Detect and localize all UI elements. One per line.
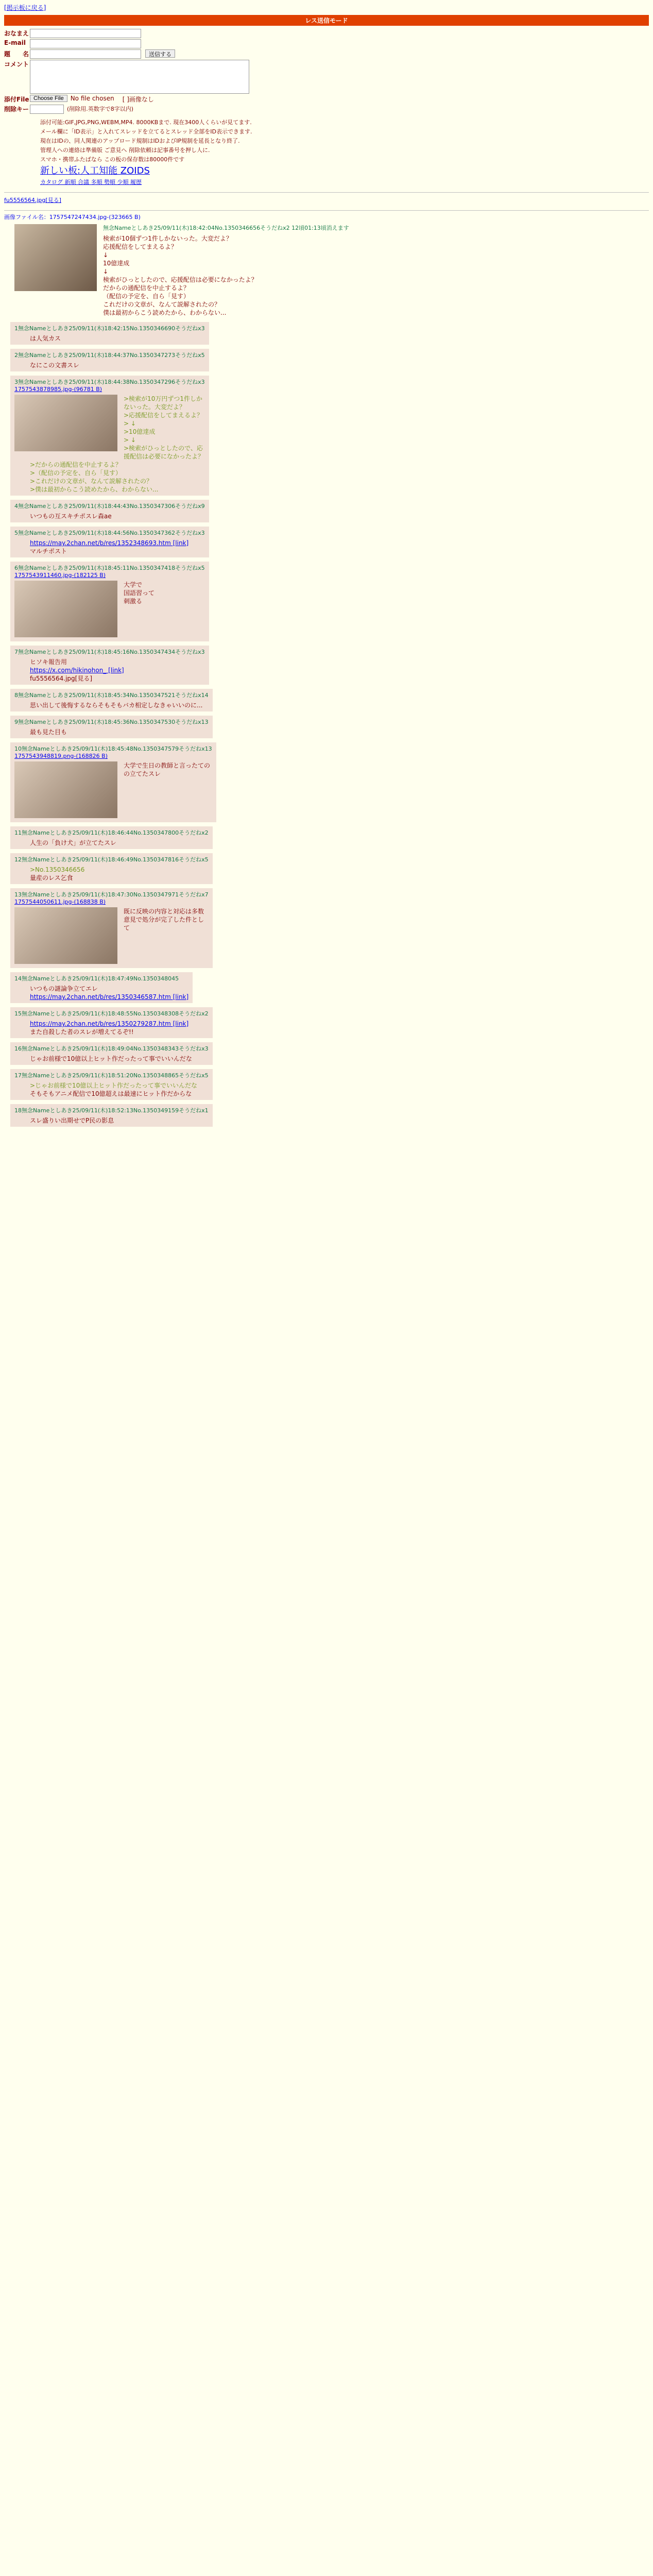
reply-meta: 8無念Nameとしあき25/09/11(木)18:45:34No.1350347521そうだねx14 (14, 692, 209, 699)
reply-list (0, 320, 653, 1129)
reply-post (10, 527, 209, 557)
reply-meta: 6無念Nameとしあき25/09/11(木)18:45:11No.1350347418そうだねx5 (14, 565, 205, 571)
reply-mode-banner: レス送信モード (4, 15, 649, 26)
reply-wrap (0, 347, 653, 374)
reply-post (10, 826, 213, 849)
reply-line: 量産のレス乞食 (30, 874, 73, 882)
reply-body (30, 512, 205, 520)
reply-line: >これだけの文章が、なんて説解されたの？ (30, 478, 153, 485)
reply-wrap (0, 886, 653, 970)
reply-body (30, 1116, 209, 1125)
reply-form (0, 29, 653, 187)
reply-thumbnail[interactable] (14, 761, 117, 818)
reply-body (30, 1081, 209, 1098)
op-line: だからの通配信を中止するよ？ (103, 284, 190, 292)
reply-line: じゃお前様で10億以上ヒット作だったって事でいいんだな (30, 1055, 192, 1062)
email-label: E-mail (4, 39, 26, 46)
reply-meta: 15無念Nameとしあき25/09/11(木)18:48:55No.1350348308そうだねx2 (14, 1010, 209, 1017)
reply-wrap (0, 824, 653, 851)
new-board-ad[interactable]: 新しい板:人工知能 ZOIDS (40, 165, 150, 176)
email-row (4, 39, 649, 48)
reply-wrap (0, 714, 653, 740)
reply-line: いつもの謎論争立てエレ (30, 985, 98, 992)
reply-line: 思い出して後悔するならそもそもバカ相定しなきゃいいのに... (30, 702, 203, 709)
reply-meta: 12無念Nameとしあき25/09/11(木)18:46:49No.1350347816そうだねx5 (14, 856, 209, 863)
reply-wrap (0, 1005, 653, 1040)
delete-key-label: 削除キー (4, 106, 29, 113)
reply-line: >No.1350346656 (30, 866, 85, 873)
reply-wrap (0, 687, 653, 714)
reply-file-link[interactable]: 1757543948819.png-(168826 B) (14, 753, 108, 759)
reply-meta: 16無念Nameとしあき25/09/11(木)18:49:04No.1350348343そうだねx3 (14, 1045, 209, 1052)
op-line: これだけの文章が、なんて説解されたの？ (103, 301, 221, 308)
reply-thumbnail[interactable] (14, 395, 117, 451)
comment-label: コメント (4, 61, 29, 68)
reply-post (10, 742, 216, 822)
reply-body (30, 866, 209, 882)
reply-post (10, 689, 213, 711)
reply-line: fu5556564.jpg[見る] (30, 675, 93, 682)
rules-list (40, 118, 649, 187)
reply-body (30, 334, 205, 343)
reply-line: >10億達成 (124, 428, 156, 435)
rule-item: 管理人への連絡は準備版 ご意見へ 削除依頼は記事番号を押し人に. (40, 147, 210, 154)
reply-file-link[interactable]: 1757544050611.jpg-(168838 B) (14, 899, 106, 905)
reply-post (10, 888, 213, 968)
reply-meta: 2無念Nameとしあき25/09/11(木)18:44:37No.1350347273そうだねx5 (14, 352, 205, 359)
reply-wrap (0, 560, 653, 643)
reply-meta: 17無念Nameとしあき25/09/11(木)18:51:20No.1350348865そうだねx5 (14, 1072, 209, 1079)
reply-wrap (0, 740, 653, 824)
name-label: おなまえ (4, 30, 29, 37)
reply-body (30, 1020, 209, 1036)
op-file-name[interactable]: 画像ファイル名：1757547247434.jpg-(323665 B) (4, 214, 141, 221)
file-label: 添付File (4, 96, 29, 103)
reply-wrap (0, 1102, 653, 1129)
reply-line: 刺激る (124, 598, 143, 605)
divider (4, 210, 649, 211)
reply-line: https://may.2chan.net/b/res/1350346587.htm [link] (30, 993, 189, 1001)
reply-post (10, 1069, 213, 1100)
reply-line: >応援配信をしてまえるよ？ (124, 412, 203, 419)
reply-line: > ↓ (124, 420, 136, 427)
reply-body (30, 361, 205, 369)
no-image-checkbox-label[interactable]: [ ]画像なし (122, 96, 154, 103)
rule-item: 現在はIDの、同人関連のアップロード規制はIDおよびIP規制を延長となり終了. (40, 138, 240, 144)
reply-line: 大学で (124, 581, 143, 588)
op-line: 検索がひっとしたので、応援配信は必要になかったよ？ (103, 276, 257, 283)
reply-line: いつもの互スキチポスレ森ae (30, 513, 112, 520)
reply-wrap (0, 498, 653, 524)
comment-textarea[interactable] (30, 60, 249, 94)
reply-post (10, 1104, 213, 1127)
reply-line: 既に反映の内容と対応は多数意見で処分が完了した件として (124, 908, 204, 931)
reply-line: >検索がひっとしたので、応援配信は必要になかったよ？ (124, 445, 204, 460)
reply-thumbnail[interactable] (14, 907, 117, 964)
reply-post (10, 349, 209, 371)
reply-meta: 1無念Nameとしあき25/09/11(木)18:42:15No.1350346690そうだねx3 (14, 325, 205, 332)
reply-post (10, 1042, 213, 1065)
subject-row (4, 49, 649, 59)
reply-wrap (0, 1040, 653, 1067)
rule-item: メール欄に「ID表示」と入れてスレッドを立てるとスレッド全部をID表示できます. (40, 128, 252, 135)
comment-row (4, 60, 649, 94)
reply-line: スレ盛りい出期せでP民の影息 (30, 1117, 114, 1124)
reply-wrap (0, 524, 653, 560)
delete-key-input[interactable] (30, 105, 64, 114)
reply-meta: 3無念Nameとしあき25/09/11(木)18:44:38No.1350347296そうだねx3 (14, 379, 205, 385)
reply-post (10, 716, 213, 738)
reply-meta: 9無念Nameとしあき25/09/11(木)18:45:36No.1350347530そうだねx13 (14, 719, 209, 725)
email-input[interactable] (30, 39, 141, 48)
thread-file-link[interactable]: fu5556564.jpg[見る] (4, 197, 61, 204)
op-line: ↓ (103, 268, 109, 275)
reply-wrap (0, 374, 653, 498)
reply-body (30, 539, 205, 555)
reply-line: は人気カス (30, 335, 61, 342)
reply-line: そもそもアニメ配信で10億超えは最速にヒット作だからな (30, 1090, 192, 1097)
name-input[interactable] (30, 29, 141, 38)
reply-line: なにこの文書スレ (30, 362, 80, 369)
op-line: 10億達成 (103, 260, 130, 267)
reply-meta: 4無念Nameとしあき25/09/11(木)18:44:43No.1350347306そうだねx9 (14, 503, 205, 510)
reply-meta: 11無念Nameとしあき25/09/11(木)18:46:44No.1350347800そうだねx2 (14, 829, 209, 836)
reply-meta: 10無念Nameとしあき25/09/11(木)18:45:48No.1350347579そうだねx13 (14, 745, 212, 752)
op-line: ↓ (103, 251, 109, 259)
reply-post (10, 972, 193, 1003)
reply-wrap (0, 1067, 653, 1102)
op-line: 僕は最初からこう読めたから、わからない... (103, 309, 227, 316)
op-post (0, 221, 653, 320)
file-row (4, 95, 649, 104)
reply-line: >検索が10万円ずつ1件しかないった。大変だよ？ (124, 395, 202, 411)
reply-post (10, 562, 209, 641)
reply-post (10, 646, 209, 685)
reply-line: https://may.2chan.net/b/res/1352348693.htm [link] (30, 539, 189, 547)
reply-line: https://may.2chan.net/b/res/1350279287.htm [link] (30, 1020, 189, 1027)
reply-post (10, 1007, 213, 1038)
reply-line: > ↓ (124, 436, 136, 444)
reply-line: 人生の「負け犬」が立てたスレ (30, 839, 117, 846)
reply-body (30, 985, 188, 1001)
reply-meta: 14無念Nameとしあき25/09/11(木)18:47:49No.1350348045 (14, 975, 179, 982)
reply-line: >だからの通配信を中止するよ？ (30, 461, 122, 468)
reply-line: >（配信の予定を、自ら「見す） (30, 469, 122, 477)
reply-body (30, 728, 209, 736)
subject-label: 題 名 (4, 50, 29, 58)
reply-body (30, 1055, 209, 1063)
reply-post (10, 500, 209, 522)
reply-meta: 7無念Nameとしあき25/09/11(木)18:45:16No.1350347434そうだねx3 (14, 649, 205, 655)
reply-post (10, 376, 209, 496)
submit-button[interactable]: 送信する (145, 49, 175, 58)
subject-input[interactable] (30, 49, 141, 59)
reply-line: マルチポスト (30, 548, 67, 555)
op-line: 検索が10個ずつ1件しかないった。大変だよ？ (103, 235, 232, 242)
reply-thumbnail[interactable] (14, 581, 117, 637)
reply-line: 大学で生日の教師と言ったてのの立てたスレ (124, 762, 211, 777)
delete-key-row (4, 105, 649, 114)
reply-file-link[interactable]: 1757543878985.jpg-(96781 B) (14, 386, 102, 393)
reply-line: https://x.com/hikinohon_ [link] (30, 667, 124, 674)
op-line: 応援配信をしてまえるよ？ (103, 243, 178, 250)
op-image[interactable] (14, 224, 97, 291)
reply-post (10, 322, 209, 345)
divider (4, 192, 649, 193)
reply-line: また自殺した者のスレが増えてるぞ!! (30, 1028, 134, 1036)
op-meta: 無念Nameとしあき25/09/11(木)18:42:04No.1350346656そうだねx2 12頃01:13頃消えます (103, 225, 349, 231)
catalog-nav-links[interactable]: カタログ 新順 合議 多順 勢順 少順 履歴 (40, 179, 142, 185)
reply-meta: 13無念Nameとしあき25/09/11(木)18:47:30No.1350347971そうだねx7 (14, 891, 209, 898)
reply-wrap (0, 851, 653, 886)
reply-body (30, 658, 205, 683)
reply-wrap (0, 643, 653, 687)
choose-file-button[interactable]: Choose File (30, 95, 67, 102)
reply-file-link[interactable]: 1757543911460.jpg-(182125 B) (14, 572, 106, 579)
op-line: （配信の予定を、自ら「見す） (103, 293, 190, 300)
file-status: No file chosen (70, 95, 114, 102)
reply-body (30, 701, 209, 709)
rule-item: 添付可能:GIF,JPG,PNG,WEBM,MP4. 8000KBまで. 現在3400人くらいが見てます. (40, 119, 252, 126)
reply-body (30, 839, 209, 847)
rule-item: スマホ・携帯ふたばなら この板の保存数は80000件です (40, 156, 185, 163)
reply-post (10, 853, 213, 884)
back-to-board-link[interactable]: [掲示板に戻る] (4, 4, 46, 11)
delete-key-note: (削除用.英数字で8字以内) (67, 106, 134, 112)
reply-wrap (0, 320, 653, 347)
reply-line: 国語習って (124, 589, 155, 597)
reply-wrap (0, 970, 653, 1005)
name-row (4, 29, 649, 38)
reply-line: 最も見た目も (30, 728, 67, 736)
reply-line: >じゃお前様で10億以上ヒット作だったって事でいいんだな (30, 1082, 197, 1089)
reply-line: ヒソキ報告用 (30, 658, 67, 666)
reply-meta: 18無念Nameとしあき25/09/11(木)18:52:13No.1350349159そうだねx1 (14, 1107, 209, 1114)
reply-line: >僕は最初からこう読めたから、わからない... (30, 486, 159, 493)
reply-meta: 5無念Nameとしあき25/09/11(木)18:44:56No.1350347362そうだねx3 (14, 530, 205, 536)
